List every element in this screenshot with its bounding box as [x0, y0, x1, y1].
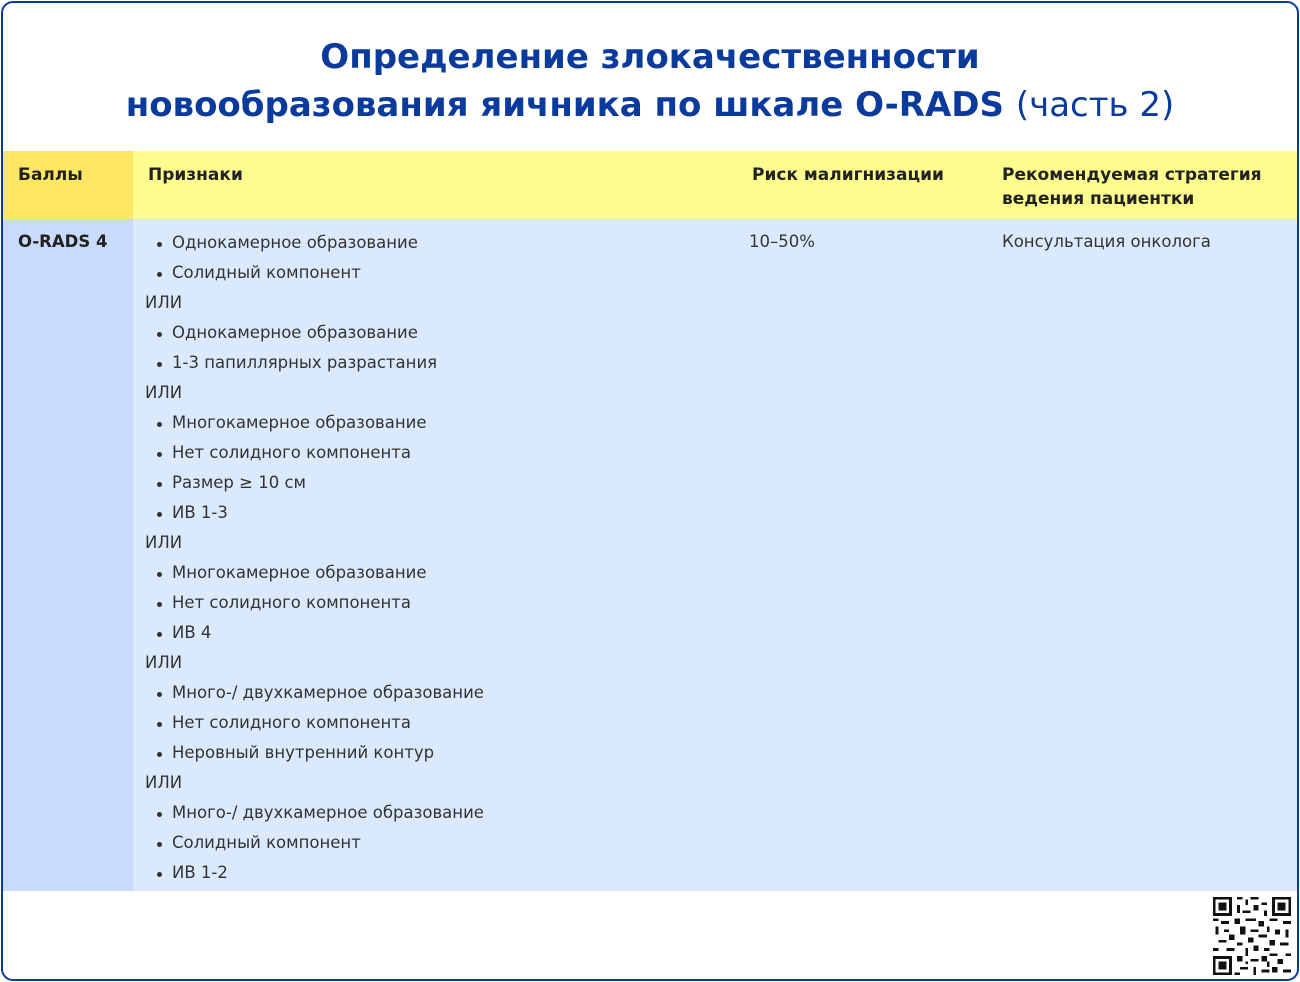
criteria-bullet-item: ИВ 1-2 [145, 858, 725, 888]
criteria-bullet-item: Многокамерное образование [145, 558, 725, 588]
criteria-bullet-item: Нет солидного компонента [145, 438, 725, 468]
risk-cell: 10–50% [749, 232, 815, 251]
title-line-1: Определение злокачественности [320, 37, 980, 77]
score-cell-bg [3, 219, 133, 891]
criteria-or-separator: ИЛИ [145, 653, 183, 672]
criteria-bullet-item: Солидный компонент [145, 258, 725, 288]
criteria-bullet-item: ИВ 4 [145, 618, 725, 648]
table-row [3, 219, 1297, 891]
header-score: Баллы [18, 165, 83, 185]
criteria-bullet-item: Однокамерное образование [145, 228, 725, 258]
criteria-bullet-item: ИВ 1-3 [145, 498, 725, 528]
criteria-bullet-item: Однокамерное образование [145, 318, 725, 348]
strategy-cell: Консультация онколога [1002, 232, 1211, 251]
criteria-bullet-item: Много-/ двухкамерное образование [145, 798, 725, 828]
criteria-list [145, 228, 725, 888]
score-cell: O-RADS 4 [18, 232, 108, 251]
criteria-bullet-item: Размер ≥ 10 см [145, 468, 725, 498]
title-line-2-bold: новообразования яичника по шкале O-RADS [125, 85, 1004, 125]
title-line-2 [3, 81, 1297, 129]
criteria-bullet-item: Много-/ двухкамерное образование [145, 678, 725, 708]
criteria-bullet-item: Нет солидного компонента [145, 708, 725, 738]
criteria-or-separator: ИЛИ [145, 533, 183, 552]
header-risk: Риск малигнизации [752, 165, 944, 185]
criteria-or-separator: ИЛИ [145, 773, 183, 792]
table-header [3, 151, 1297, 219]
qr-code-icon [1213, 897, 1291, 975]
criteria-bullet-item: Нет солидного компонента [145, 588, 725, 618]
criteria-bullet-item: 1-3 папиллярных разрастания [145, 348, 725, 378]
header-strategy: Рекомендуемая стратегия ведения пациентки [1002, 165, 1262, 209]
card-frame [1, 1, 1299, 981]
criteria-bullet-item: Солидный компонент [145, 828, 725, 858]
criteria-bullet-item: Многокамерное образование [145, 408, 725, 438]
header-criteria: Признаки [148, 165, 243, 185]
criteria-or-separator: ИЛИ [145, 293, 183, 312]
page-title [3, 33, 1297, 129]
title-line-2-part: (часть 2) [1015, 85, 1175, 125]
criteria-or-separator: ИЛИ [145, 383, 183, 402]
criteria-bullet-item: Неровный внутренний контур [145, 738, 725, 768]
